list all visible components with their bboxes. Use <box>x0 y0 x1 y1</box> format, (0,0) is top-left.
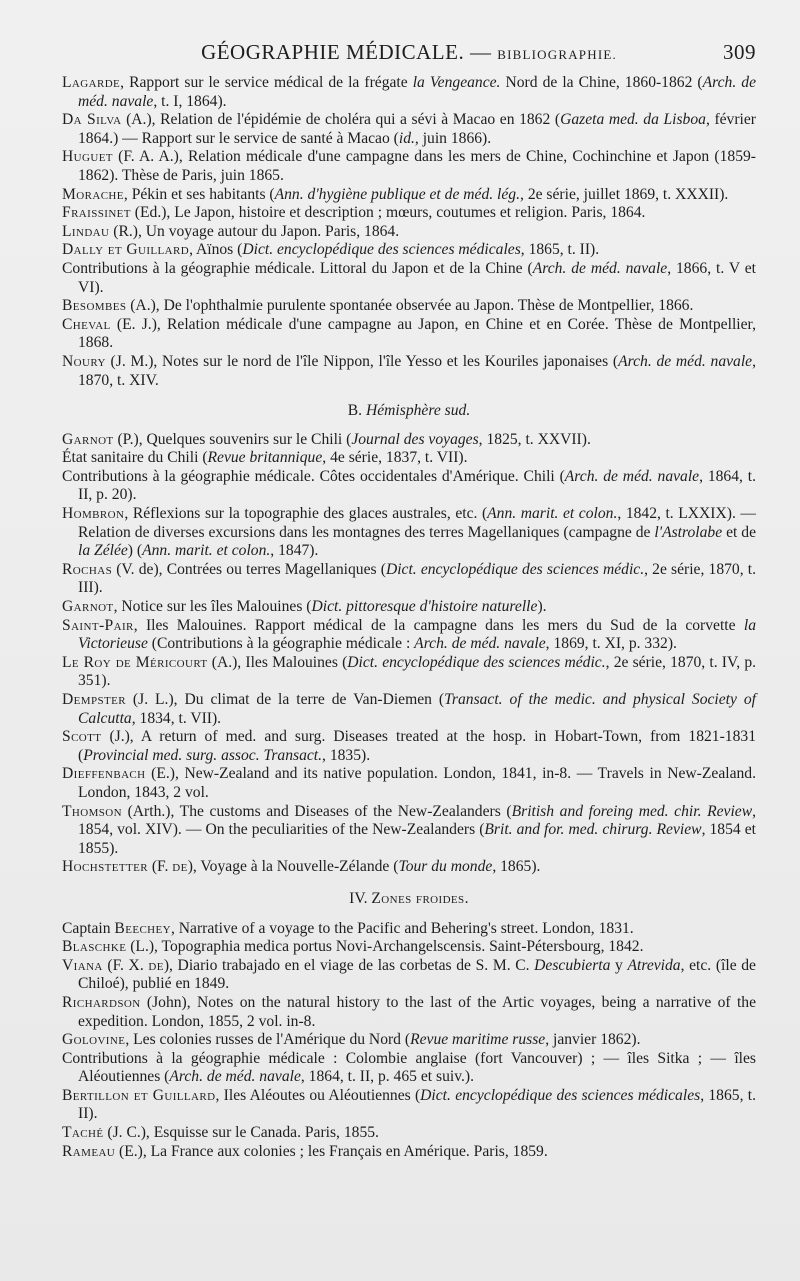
bibliography-entry <box>62 765 756 802</box>
author-name: Richardson <box>62 993 141 1011</box>
entry-text: , 1865, t. II). <box>78 1086 757 1123</box>
entry-text: , janvier 1862). <box>545 1031 641 1049</box>
citation-title: Dict. encyclopédique des sciences médicales <box>242 241 521 259</box>
bibliography-entry <box>62 938 756 957</box>
entry-text: , 1854 et 1855). <box>78 821 757 857</box>
citation-title: Ann. marit. et colon. <box>142 542 271 560</box>
bibliography-entry <box>62 957 756 994</box>
bibliography-entry <box>62 1124 756 1143</box>
bibliography-entry <box>62 803 756 859</box>
bibliography-entry <box>62 617 756 654</box>
entry-text: (J.), A return of med. and surg. Diseases treated at the hosp. in Hobart-Town, from 1821-1831 ( <box>78 728 756 764</box>
author-name: Cheval <box>62 315 111 333</box>
author-name: Noury <box>62 352 106 370</box>
entry-text: , 2e série, 1870, t. III). <box>78 560 756 597</box>
entry-text: Contributions à la géographie médicale. Littoral du Japon et de la Chine ( <box>62 259 533 277</box>
entry-text: (Contributions à la géographie médicale : <box>147 635 415 653</box>
author-name: Garnot <box>62 430 114 448</box>
entry-text: ), Diario trabajado en el viage de las corbetas de S. M. C. <box>163 956 535 974</box>
entry-text: , 4e série, 1837, t. VII). <box>322 449 468 467</box>
entry-text: Captain <box>62 919 115 937</box>
entry-text: et de <box>722 523 756 541</box>
citation-title: Arch. de méd. navale <box>78 74 756 110</box>
author-name: Huguet <box>62 148 113 166</box>
bibliography-entry <box>62 920 756 939</box>
entry-text: , 2e série, 1870, t. IV, p. 351). <box>78 653 757 690</box>
entry-text: , 1864, t. II, p. 465 et suiv.). <box>300 1068 474 1086</box>
entry-text: , 1870, t. XIV. <box>78 352 756 389</box>
author-name: Hochstetter <box>62 858 148 876</box>
citation-title: la Victorieuse <box>78 616 756 653</box>
citation-title: la Vengeance. <box>412 74 501 91</box>
page-number: 309 <box>723 40 756 64</box>
section-iv-title: Zones froides. <box>371 889 469 907</box>
author-name: Rochas <box>62 560 113 578</box>
bibliography-entry <box>62 186 756 205</box>
author-name: Besombes <box>62 297 127 315</box>
citation-title: Dict. encyclopédique des sciences médicales <box>420 1086 701 1104</box>
entry-text: , Réflexions sur la topographie des glaces australes, etc. ( <box>124 505 488 523</box>
bibliography-entry <box>62 994 756 1031</box>
citation-title: Dict. encyclopédique des sciences médic. <box>347 653 606 671</box>
entry-text: , 1865, t. II). <box>520 241 600 259</box>
bibliography-entry <box>62 148 756 185</box>
section-iv-prefix: IV. <box>349 889 372 907</box>
author-name: Le Roy de Méricourt <box>62 653 208 671</box>
citation-title: Journal des voyages <box>351 430 479 448</box>
bibliography-list-iv <box>62 920 756 1162</box>
citation-title: Arch. de méd. navale <box>414 635 546 653</box>
entry-text: Contributions à la géographie médicale. Côtes occidentales d'Amérique. Chili ( <box>62 467 565 485</box>
entry-text: (J. M.), Notes sur le nord de l'île Nippon, l'île Yesso et les Kouriles japonaises ( <box>105 352 619 370</box>
author-name: Viana <box>62 956 103 974</box>
bibliography-entry <box>62 111 756 148</box>
entry-text: (R.), Un voyage autour du Japon. Paris, 1864. <box>109 222 400 240</box>
bibliography-entry <box>62 654 756 691</box>
entry-text: , Iles Malouines. Rapport médical de la campagne dans les mers du Sud de la corvette <box>133 616 744 634</box>
entry-text: Contributions à la géographie médicale : Colombie anglaise (fort Vancouver) ; — îles Sitka ; — îles Aléoutiennes ( <box>62 1049 756 1086</box>
citation-title: Revue maritime russe <box>410 1031 546 1049</box>
entry-text: (F. A. A.), Relation médicale d'une campagne dans les mers de Chine, Cochinchine et Japon (1859-1862). Thèse de Paris, juin 1865. <box>78 148 756 184</box>
entry-text: (J. L.), Du climat de la terre de Van-Diemen ( <box>125 691 445 708</box>
entry-text: y <box>610 956 628 974</box>
citation-title: l'Astrolabe <box>654 523 723 541</box>
entry-text: (V. de), Contrées ou terres Magellaniques ( <box>112 560 386 578</box>
entry-text: , juin 1866). <box>414 129 492 147</box>
entry-text: ). <box>537 598 547 616</box>
author-name: Blaschke <box>62 938 127 956</box>
citation-title: Dict. encyclopédique des sciences médic. <box>385 560 645 578</box>
entry-text: , 1864, t. II, p. 20). <box>78 467 756 504</box>
entry-text: , Rapport sur le service médical de la frégate <box>120 74 413 91</box>
citation-title: la Zélée <box>78 542 128 560</box>
bibliography-entry <box>62 1087 756 1124</box>
entry-text: (A.), Iles Malouines ( <box>207 653 348 671</box>
bibliography-entry <box>62 1031 756 1050</box>
citation-title: Brit. and for. med. chirurg. Review <box>484 821 702 839</box>
bibliography-list-a <box>62 74 756 390</box>
entry-text: , 1869, t. XI, p. 332). <box>545 635 677 653</box>
entry-text: (E. J.), Relation médicale d'une campagne au Japon, en Chine et en Corée. Thèse de Montpellier, 1868. <box>78 315 756 352</box>
author-name: Lagarde <box>62 74 121 91</box>
entry-text: , Notice sur les îles Malouines ( <box>113 598 312 616</box>
author-name: Saint-Pair <box>62 616 134 634</box>
bibliography-entry <box>62 74 756 111</box>
entry-text: , 1865). <box>492 858 541 876</box>
entry-text: (Ed.), Le Japon, histoire et description ; mœurs, coutumes et religion. Paris, 1864. <box>130 204 646 222</box>
author-name: Thomson <box>62 802 122 820</box>
entry-text: , 1835). <box>322 746 371 764</box>
citation-title: Gazeta med. da Lisboa <box>560 111 706 129</box>
citation-title: Atrevida <box>627 956 681 974</box>
entry-text: (John), Notes on the natural history to the last of the Artic voyages, being a narrative of the expedition. London, 1855, 2 vol. in-8. <box>78 993 756 1030</box>
author-name: de <box>172 858 188 876</box>
author-name: Rameau <box>62 1142 116 1160</box>
citation-title: Arch. de méd. navale <box>618 352 753 370</box>
entry-text: , Pékin et ses habitants ( <box>123 185 275 203</box>
bibliography-entry <box>62 260 756 297</box>
entry-text: , 1866, t. V et VI). <box>78 259 756 296</box>
author-name: Dempster <box>62 691 126 708</box>
citation-title: Arch. de méd. navale <box>532 259 668 277</box>
bibliography-entry <box>62 431 756 450</box>
citation-title: Tour du monde <box>398 858 493 876</box>
entry-text: , 1834, t. VII). <box>131 709 222 727</box>
bibliography-entry <box>62 691 756 728</box>
entry-text: , 1847). <box>270 542 319 560</box>
entry-text: , etc. (île de Chiloé), publié en 1849. <box>78 956 756 993</box>
citation-title: Descubierta <box>534 956 611 974</box>
author-name: Dieffenbach <box>62 765 146 783</box>
bibliography-entry <box>62 1143 756 1162</box>
bibliography-entry <box>62 505 756 561</box>
bibliography-list-b <box>62 431 756 877</box>
bibliography-entry <box>62 728 756 765</box>
citation-title: Dict. pittoresque d'histoire naturelle <box>311 598 538 616</box>
section-heading-iv <box>62 890 756 909</box>
entry-text: , 1854, vol. XIV). — On the peculiarities of the New-Zealanders ( <box>78 802 756 839</box>
entry-text: (A.), Relation de l'épidémie de choléra qui a sévi à Macao en 1862 ( <box>121 111 561 129</box>
author-name: Fraissinet <box>62 204 131 222</box>
citation-title: Ann. d'hygiène publique et de méd. lég. <box>274 185 521 203</box>
running-header <box>62 40 756 74</box>
citation-title: Arch. de méd. navale <box>169 1068 301 1086</box>
entry-text: (F. <box>147 858 173 876</box>
header-title: GÉOGRAPHIE MÉDICALE. — <box>201 40 492 64</box>
bibliography-entry <box>62 449 756 468</box>
author-name: Da Silva <box>62 111 122 129</box>
entry-text: , février 1864.) — Rapport sur le service de santé à Macao ( <box>78 111 756 147</box>
section-heading-b <box>62 402 756 421</box>
citation-title: Transact. of the medic. and physical Society of Calcutta <box>78 691 757 727</box>
entry-text: , 1842, t. LXXIX). — Relation de diverses excursions dans les montagnes des terres Magellaniques (campagne de <box>78 505 757 541</box>
author-name: Taché <box>62 1124 104 1142</box>
author-name: Dally et Guillard <box>62 241 190 259</box>
entry-text: (F. X. <box>102 956 149 974</box>
bibliography-entry <box>62 204 756 223</box>
section-b-title: Hémisphère sud. <box>365 402 471 420</box>
bibliography-entry <box>62 468 756 505</box>
entry-text: , 2e série, juillet 1869, t. XXXII). <box>520 185 729 203</box>
author-name: Hombron <box>62 505 125 523</box>
entry-text: État sanitaire du Chili ( <box>62 449 208 467</box>
bibliography-entry <box>62 858 756 877</box>
entry-text: , Iles Aléoutes ou Aléoutiennes ( <box>215 1086 421 1104</box>
author-name: Beechey <box>114 919 171 937</box>
entry-text: (Arth.), The customs and Diseases of the New-Zealanders ( <box>122 802 512 820</box>
citation-title: British and foreing med. chir. Review <box>511 802 753 820</box>
entry-text: ), Voyage à la Nouvelle-Zélande ( <box>187 858 399 876</box>
entry-text: , Narrative of a voyage to the Pacific and Behering's street. London, 1831. <box>171 919 634 937</box>
bibliography-entry <box>62 316 756 353</box>
entry-text: (A.), De l'ophthalmie purulente spontanée observée au Japon. Thèse de Montpellier, 1866. <box>126 297 694 315</box>
citation-title: Provincial med. surg. assoc. Transact. <box>83 746 323 764</box>
bibliography-entry <box>62 1050 756 1087</box>
entry-text: , 1825, t. XXVII). <box>478 430 591 448</box>
section-b-prefix: B. <box>347 402 366 420</box>
entry-text: (E.), New-Zealand and its native population. London, 1841, in-8. — Travels in New-Zealand. London, 1843, 2 vol. <box>78 765 756 801</box>
entry-text: (J. C.), Esquisse sur le Canada. Paris, 1855. <box>103 1124 379 1142</box>
citation-title: Revue britannique <box>207 449 323 467</box>
author-name: Golovine <box>62 1031 126 1049</box>
author-name: Garnot <box>62 598 114 616</box>
entry-text: (E.), La France aux colonies ; les Français en Amérique. Paris, 1859. <box>115 1142 548 1160</box>
entry-text: , Les colonies russes de l'Amérique du Nord ( <box>125 1031 411 1049</box>
bibliography-entry <box>62 223 756 242</box>
bibliography-entry <box>62 297 756 316</box>
bibliography-entry <box>62 353 756 390</box>
citation-title: Ann. marit. et colon. <box>487 505 618 523</box>
header-subtitle: BIBLIOGRAPHIE. <box>497 47 617 62</box>
bibliography-entry <box>62 241 756 260</box>
citation-title: id. <box>398 129 415 147</box>
author-name: de <box>148 956 164 974</box>
author-name: Lindau <box>62 222 110 240</box>
author-name: Morache <box>62 185 124 203</box>
entry-text: (L.), Topographia medica portus Novi-Archangelscensis. Saint-Pétersbourg, 1842. <box>126 938 644 956</box>
entry-text: , Aïnos ( <box>189 241 243 259</box>
bibliography-entry <box>62 561 756 598</box>
entry-text: Nord de la Chine, 1860-1862 ( <box>500 74 703 91</box>
bibliography-entry <box>62 598 756 617</box>
author-name: Bertillon et Guillard <box>62 1086 216 1104</box>
citation-title: Arch. de méd. navale <box>564 467 700 485</box>
entry-text: , t. I, 1864). <box>153 92 227 110</box>
entry-text: (P.), Quelques souvenirs sur le Chili ( <box>113 430 352 448</box>
entry-text: ) ( <box>127 542 143 560</box>
author-name: Scott <box>62 728 102 746</box>
